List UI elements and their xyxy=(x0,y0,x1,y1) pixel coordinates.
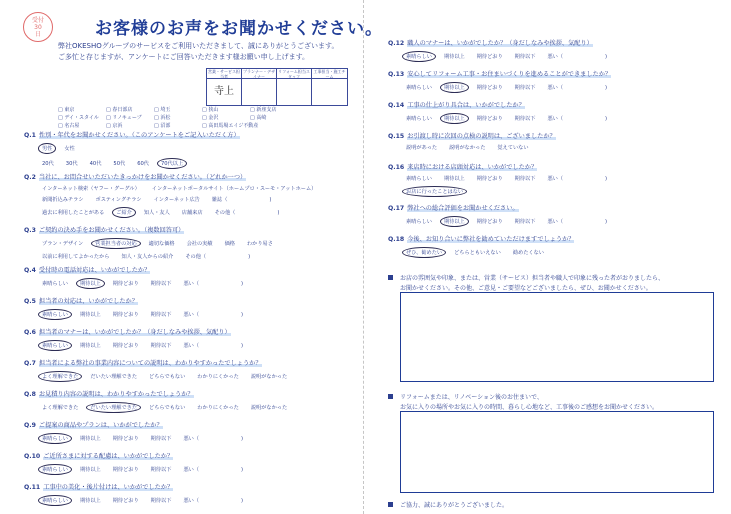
answer-option[interactable]: 期待以上 xyxy=(440,216,469,227)
answer-option[interactable]: 営業担当者の対応 xyxy=(91,238,141,249)
question-number: Q.6 xyxy=(24,329,36,336)
answer-option[interactable]: 素晴らしい xyxy=(38,340,72,351)
answer-option[interactable]: どちらでもない xyxy=(149,374,186,380)
option-row xyxy=(42,143,240,154)
answer-option[interactable]: 40代 xyxy=(89,161,102,167)
question-text: 来店時における店頭対応は、いかがでしたか？ xyxy=(407,164,538,171)
question-q5 xyxy=(24,296,255,320)
question-q18 xyxy=(388,234,574,258)
option-row xyxy=(42,196,328,203)
question-number: Q.15 xyxy=(388,133,405,140)
answer-option: 悪い（ xyxy=(183,467,200,473)
closing-message: ご協力、誠にありがとうございました。 xyxy=(388,500,508,509)
answer-option[interactable]: 期待どおり xyxy=(112,436,139,442)
answer-option: 悪い（ xyxy=(547,176,564,182)
question-text: 担当者の対応は、いかがでしたか？ xyxy=(38,298,138,305)
answer-option[interactable]: だいたい理解できた xyxy=(86,402,141,413)
staff-name-field[interactable] xyxy=(277,79,312,105)
option-row xyxy=(42,433,255,444)
question-q6 xyxy=(24,327,255,351)
branch-option[interactable]: □ 埼玉 xyxy=(154,107,171,113)
square-bullet-icon xyxy=(388,275,393,280)
answer-option: ) xyxy=(241,498,244,504)
question-text: お引渡し時に次回の点検の説明は、ございましたか？ xyxy=(407,133,556,140)
answer-option[interactable]: 期待以上 xyxy=(440,113,469,124)
question-number: Q.3 xyxy=(24,227,36,234)
question-q8 xyxy=(24,389,299,413)
answer-option[interactable]: 期待どおり xyxy=(476,176,503,182)
option-row xyxy=(406,113,619,124)
answer-option[interactable]: 以前に利用してよかったから xyxy=(42,254,110,260)
answer-option[interactable]: どちらともいえない xyxy=(454,250,501,256)
answer-option[interactable]: 期待以下 xyxy=(514,54,536,60)
answer-option: 悪い（ xyxy=(183,343,200,349)
branch-option[interactable]: □ 名古屋 xyxy=(58,123,80,129)
answer-option[interactable]: 勧めたくない xyxy=(512,250,544,256)
answer-option: ) xyxy=(241,467,244,473)
answer-option[interactable]: 過去に利用したことがある xyxy=(42,210,105,216)
question-text: 工事中の美化・後片付けは、いかがでしたか？ xyxy=(43,484,174,491)
question-text: 性別・年代をお聞かせください。（このアンケートをご記入いただく方） xyxy=(38,132,240,139)
answer-option[interactable]: 店舗来店 xyxy=(181,210,203,216)
question-number: Q.1 xyxy=(24,132,36,139)
option-row xyxy=(406,216,619,227)
answer-option: 悪い（ xyxy=(183,498,200,504)
answer-option[interactable]: 会社の実績 xyxy=(186,241,213,247)
question-q4 xyxy=(24,265,255,289)
staff-name-field[interactable] xyxy=(242,79,277,105)
staff-col-header: リフォーム担当スタッフ xyxy=(277,69,312,79)
answer-option[interactable]: 説明がなかった xyxy=(250,405,288,411)
answer-option: ) xyxy=(241,281,244,287)
free-comment-1-prompt: お店の雰囲気や印象、または、営業（サービス）担当者や職人で印象に残った者がおりましたら、 お聞かせください。その他、ご意見・ご要望などございましたら、ぜひ、お聞かせください。 xyxy=(388,274,664,294)
answer-option: 悪い（ xyxy=(547,116,564,122)
question-number: Q.17 xyxy=(388,205,405,212)
option-row xyxy=(42,185,328,192)
answer-option[interactable]: 期待どおり xyxy=(112,312,139,318)
question-q16 xyxy=(388,162,619,197)
branch-option[interactable]: □ 狭山 xyxy=(202,107,219,113)
option-row xyxy=(406,247,574,258)
answer-option: 雑誌（ xyxy=(211,197,228,203)
option-row xyxy=(406,51,619,62)
answer-option[interactable]: 期待どおり xyxy=(112,467,139,473)
staff-col-header: プランナー・デザイナー xyxy=(243,69,275,79)
answer-option[interactable]: 価格 xyxy=(224,241,235,247)
answer-option[interactable]: 期待以上 xyxy=(76,278,105,289)
question-q15 xyxy=(388,131,556,151)
question-number: Q.11 xyxy=(24,484,41,491)
question-number: Q.13 xyxy=(388,71,405,78)
answer-option: ) xyxy=(241,312,244,318)
option-row xyxy=(42,371,299,382)
answer-option[interactable]: ご紹介 xyxy=(112,207,136,218)
option-row xyxy=(42,402,299,413)
question-q14 xyxy=(388,100,619,124)
answer-option[interactable]: 期待どおり xyxy=(112,281,139,287)
answer-option[interactable]: 期待どおり xyxy=(112,498,139,504)
answer-option[interactable]: お店に行ったことはない xyxy=(402,186,467,197)
question-text: 今後、お知り合いに弊社を勧めていただけますでしょうか？ xyxy=(407,236,575,243)
answer-option: ) xyxy=(605,116,608,122)
answer-option[interactable]: 素晴らしい xyxy=(402,51,436,62)
question-number: Q.12 xyxy=(388,40,405,47)
answer-option[interactable]: 期待どおり xyxy=(476,85,503,91)
answer-option[interactable]: 期待以下 xyxy=(150,436,172,442)
question-text: 担当者のマナーは、いかがでしたか？（身だしなみや挨拶、気配り） xyxy=(38,329,231,336)
answer-option[interactable]: わかりにくかった xyxy=(197,405,239,411)
branch-checklist xyxy=(58,106,308,130)
branch-option[interactable]: □ リノキューブ xyxy=(106,115,142,121)
answer-option[interactable]: 70代以上 xyxy=(157,158,187,169)
answer-option: 悪い（ xyxy=(547,85,564,91)
staff-col-header: 営業・サービス担当者 xyxy=(208,69,240,79)
answer-option[interactable]: 素晴らしい xyxy=(38,464,72,475)
answer-option[interactable]: 期待以下 xyxy=(514,116,536,122)
answer-option[interactable]: 期待以下 xyxy=(514,219,536,225)
answer-option[interactable]: 期待以上 xyxy=(443,54,465,60)
option-row xyxy=(42,495,255,506)
page-title: お客様のお声をお聞かせください。 xyxy=(95,19,383,39)
square-bullet-icon xyxy=(388,502,393,507)
answer-option[interactable]: 説明がなかった xyxy=(250,374,288,380)
answer-option[interactable]: 男性 xyxy=(38,143,56,154)
answer-option: ) xyxy=(605,85,608,91)
question-number: Q.14 xyxy=(388,102,405,109)
answer-option[interactable]: 期待以上 xyxy=(79,498,101,504)
answer-option[interactable]: 期待以下 xyxy=(150,467,172,473)
option-row xyxy=(42,340,255,351)
intro-text: 弊社OKESHOグループのサービスをご利用いただきまして、誠にありがとうございます。 ご多忙と存じますが、アンケートにご回答いただきます様お願い申し上げます。 xyxy=(58,42,339,61)
question-q2 xyxy=(24,172,328,218)
answer-option: 悪い（ xyxy=(547,219,564,225)
option-row xyxy=(406,82,619,93)
answer-option[interactable]: ぜひ、勧めたい xyxy=(402,247,446,258)
question-number: Q.8 xyxy=(24,391,36,398)
answer-option[interactable]: 期待どおり xyxy=(476,219,503,225)
question-text: 工事の仕上がり具合は、いかがでしたか？ xyxy=(407,102,525,109)
answer-option: ) xyxy=(241,436,244,442)
answer-option[interactable]: わかりにくかった xyxy=(197,374,239,380)
answer-option[interactable]: よく理解できた xyxy=(42,405,79,411)
free-comment-1-box[interactable] xyxy=(400,292,714,382)
option-row xyxy=(42,207,328,218)
answer-option[interactable]: だいたい理解できた xyxy=(90,374,138,380)
answer-option: 悪い（ xyxy=(547,54,564,60)
answer-option[interactable]: 期待以上 xyxy=(79,436,101,442)
question-number: Q.10 xyxy=(24,453,41,460)
question-text: ご近所さまに対する配慮は、いかがでしたか？ xyxy=(43,453,174,460)
branch-option[interactable]: □ 東京 xyxy=(58,107,75,113)
answer-option[interactable]: 適切な価格 xyxy=(148,241,175,247)
answer-option[interactable]: インターネット検索（ヤフー・グーグル） xyxy=(42,186,140,192)
question-text: お見積り内容の説明は、わかりやすかったでしょうか？ xyxy=(38,391,194,398)
answer-option[interactable]: 期待以上 xyxy=(79,343,101,349)
received-stamp: 受付 30 日 xyxy=(23,12,53,42)
answer-option: その他（ xyxy=(185,254,207,260)
question-q12 xyxy=(388,38,619,62)
answer-option[interactable]: 期待以上 xyxy=(440,82,469,93)
answer-option: 悪い（ xyxy=(183,281,200,287)
option-row xyxy=(42,253,285,260)
answer-option[interactable]: インターネットポータルサイト（ホームプロ・スーモ・アットホーム） xyxy=(151,186,317,192)
question-number: Q.2 xyxy=(24,174,36,181)
answer-option[interactable]: よく理解できた xyxy=(38,371,82,382)
answer-option: ) xyxy=(277,210,280,216)
option-row xyxy=(42,309,255,320)
free-comment-2-box[interactable] xyxy=(400,411,714,493)
answer-option[interactable]: 覚えていない xyxy=(497,145,529,151)
question-q1 xyxy=(24,130,240,169)
question-text: 当社に、お問合せいただいたきっかけをお聞かせください。（どれか一つ） xyxy=(38,174,247,181)
answer-option[interactable]: ポスティングチラシ xyxy=(95,197,142,203)
square-bullet-icon xyxy=(388,394,393,399)
answer-option[interactable]: 期待以下 xyxy=(150,281,172,287)
answer-option: 悪い（ xyxy=(183,312,200,318)
question-number: Q.7 xyxy=(24,360,36,367)
answer-option[interactable]: 説明がなかった xyxy=(449,145,486,151)
question-q17 xyxy=(388,203,619,227)
answer-option: 悪い（ xyxy=(183,436,200,442)
answer-option: ) xyxy=(269,197,272,203)
staff-name-field[interactable] xyxy=(312,79,347,105)
branch-option[interactable]: □ 高田馬場エイジ不動産 xyxy=(202,123,259,129)
answer-option[interactable]: 期待以下 xyxy=(150,343,172,349)
answer-option[interactable]: 素晴らしい xyxy=(42,281,68,287)
question-text: 受付時の電話対応は、いかがでしたか？ xyxy=(38,267,151,274)
answer-option[interactable]: 期待どおり xyxy=(476,116,503,122)
answer-option[interactable]: 知人・友人 xyxy=(143,210,170,216)
question-text: ご提案の商品やプランは、いかがでしたか？ xyxy=(38,422,163,429)
answer-option[interactable]: 期待どおり xyxy=(476,54,503,60)
branch-option[interactable]: □ 浜松 xyxy=(154,115,171,121)
answer-option[interactable]: 素晴らしい xyxy=(406,116,432,122)
option-row xyxy=(42,464,255,475)
branch-option[interactable]: □ デイ・スタイル xyxy=(58,115,99,121)
answer-option[interactable]: どちらでもない xyxy=(149,405,186,411)
answer-option[interactable]: プラン・デザイン xyxy=(42,241,84,247)
question-number: Q.16 xyxy=(388,164,405,171)
question-text: 職人のマナーは、いかがでしたか？（身だしなみや挨拶、気配り） xyxy=(407,40,593,47)
answer-option[interactable]: 期待以上 xyxy=(79,312,101,318)
branch-option[interactable]: □ 金沢 xyxy=(202,115,219,121)
answer-option[interactable]: 女性 xyxy=(64,146,75,152)
answer-option[interactable]: 素晴らしい xyxy=(38,309,72,320)
answer-option[interactable]: 期待以下 xyxy=(150,312,172,318)
answer-option[interactable]: 30代 xyxy=(65,161,78,167)
answer-option[interactable]: 素晴らしい xyxy=(38,495,72,506)
question-q10 xyxy=(24,451,255,475)
question-number: Q.18 xyxy=(388,236,405,243)
free-comment-2-prompt: リフォームまたは、リノベーション後のお住まいで、 お気に入りの場所やお気に入りの時間、暮らし心地など、工事後のご感想をお聞かせください。 xyxy=(388,393,658,413)
branch-option[interactable]: □ 新座支店 xyxy=(250,107,277,113)
answer-option: ) xyxy=(241,343,244,349)
answer-option[interactable]: 20代 xyxy=(42,161,54,167)
answer-option[interactable]: わかり易さ xyxy=(246,241,273,247)
question-q3 xyxy=(24,225,285,260)
branch-option[interactable]: □ 高崎 xyxy=(250,115,267,121)
answer-option: ) xyxy=(248,254,251,260)
answer-option[interactable]: 60代 xyxy=(137,161,149,167)
answer-option[interactable]: 素晴らしい xyxy=(406,219,432,225)
answer-option: ) xyxy=(605,176,608,182)
answer-option[interactable]: 期待以上 xyxy=(443,176,465,182)
answer-option[interactable]: 期待以下 xyxy=(514,176,536,182)
question-text: ご契約の決め手をお聞かせください。（複数回答可） xyxy=(38,227,185,234)
answer-option[interactable]: 素晴らしい xyxy=(38,433,72,444)
option-row xyxy=(406,144,556,151)
option-row xyxy=(42,158,240,169)
question-text: 担当者による弊社の事業内容についての説明は、わかりやすかったでしょうか？ xyxy=(38,360,262,367)
answer-option[interactable]: 期待どおり xyxy=(112,343,139,349)
answer-option[interactable]: 期待以下 xyxy=(150,498,172,504)
staff-col-header: 工事担当・施工チーム xyxy=(313,69,346,79)
answer-option[interactable]: インターネット広告 xyxy=(153,197,200,203)
answer-option[interactable]: 素晴らしい xyxy=(406,176,432,182)
staff-table xyxy=(206,68,348,106)
question-q9 xyxy=(24,420,255,444)
answer-option[interactable]: 期待以下 xyxy=(514,85,536,91)
option-row xyxy=(406,175,619,182)
answer-option: その他（ xyxy=(214,210,236,216)
answer-option[interactable]: 期待以上 xyxy=(79,467,101,473)
question-text: 安心してリフォーム工事・お住まいづくりを進めることができましたか？ xyxy=(407,71,612,78)
branch-option[interactable]: □ 京浜 xyxy=(106,123,123,129)
question-q13 xyxy=(388,69,619,93)
question-q11 xyxy=(24,482,255,506)
staff-name-field[interactable]: 寺上 xyxy=(207,79,242,105)
column-divider xyxy=(363,0,364,514)
question-number: Q.5 xyxy=(24,298,36,305)
answer-option[interactable]: 説明があった xyxy=(406,145,438,151)
question-number: Q.4 xyxy=(24,267,36,274)
option-row xyxy=(406,186,619,197)
answer-option: ) xyxy=(605,219,608,225)
option-row xyxy=(42,278,255,289)
answer-option[interactable]: 素晴らしい xyxy=(406,85,432,91)
answer-option[interactable]: 知人・友人からの紹介 xyxy=(121,254,174,260)
question-number: Q.9 xyxy=(24,422,36,429)
question-text: 弊社への総合評価をお聞かせください。 xyxy=(407,205,519,212)
branch-option[interactable]: □ 春日部店 xyxy=(106,107,133,113)
answer-option: ) xyxy=(605,54,608,60)
answer-option[interactable]: 新聞折込みチラシ xyxy=(42,197,84,203)
answer-option[interactable]: 50代 xyxy=(113,161,126,167)
question-q7 xyxy=(24,358,299,382)
branch-option[interactable]: □ 沼部 xyxy=(154,123,171,129)
option-row xyxy=(42,238,285,249)
